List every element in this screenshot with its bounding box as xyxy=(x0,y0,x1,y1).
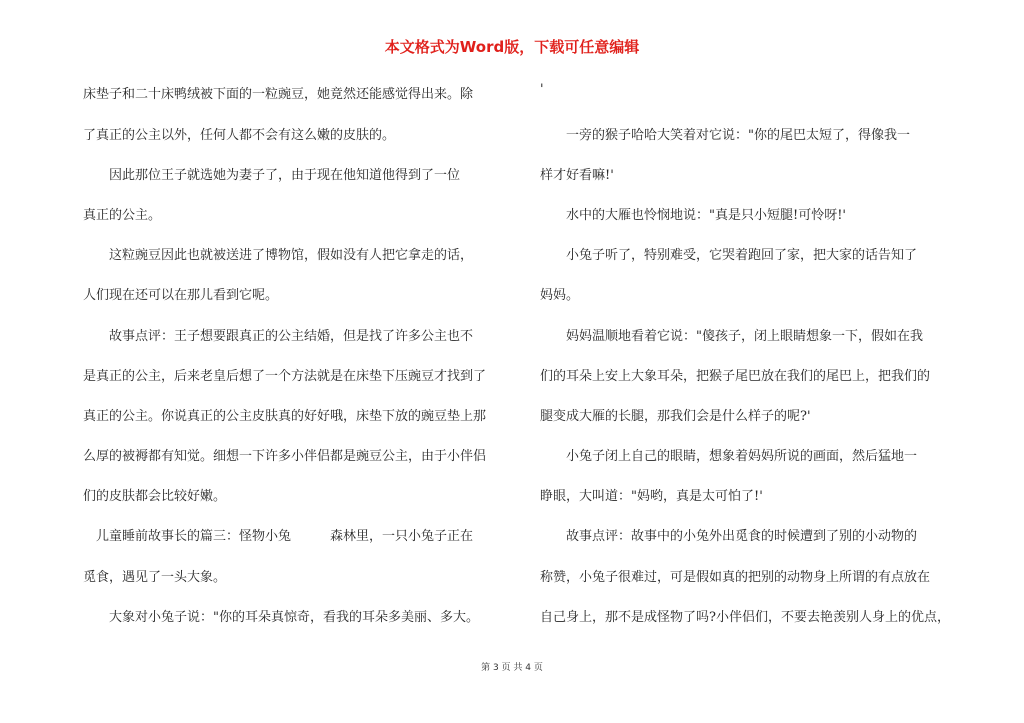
text-line: 人们现在还可以在那儿看到它呢。 xyxy=(83,288,279,303)
page-number: 第 3 页 共 4 页 xyxy=(481,663,543,673)
text-line: 儿童睡前故事长的篇三：怪物小兔 森林里，一只小兔子正在 xyxy=(83,529,474,544)
text-line: 小兔子闭上自己的眼睛，想象着妈妈所说的画面，然后猛地一 xyxy=(540,449,918,464)
text-line: 大象对小兔子说："你的耳朵真惊奇，看我的耳朵多美丽、多大。 xyxy=(83,610,479,625)
text-line: 真正的公主。你说真正的公主皮肤真的好好哦，床垫下放的豌豆垫上那 xyxy=(83,409,487,424)
text-line: 觅食，遇见了一头大象。 xyxy=(83,570,227,585)
text-line: 因此那位王子就选她为妻子了，由于现在他知道他得到了一位 xyxy=(83,168,461,183)
text-line: 自己身上，那不是成怪物了吗?小伴侣们，不要去艳羡别人身上的优点， xyxy=(540,610,950,625)
text-line: 这粒豌豆因此也就被送进了博物馆，假如没有人把它拿走的话， xyxy=(83,248,474,263)
text-line: 睁眼，大叫道："妈哟，真是太可怕了!' xyxy=(540,489,763,504)
text-line: 腿变成大雁的长腿，那我们会是什么样子的呢?' xyxy=(540,409,811,424)
text-line: 水中的大雁也怜悯地说："真是只小短腿!可怜呀!' xyxy=(540,208,847,223)
text-line: 床垫子和二十床鸭绒被下面的一粒豌豆，她竟然还能感觉得出来。除 xyxy=(83,87,474,102)
text-line: 真正的公主。 xyxy=(83,208,162,223)
text-line: 故事点评：王子想要跟真正的公主结婚，但是找了许多公主也不 xyxy=(83,329,474,344)
text-line: 故事点评：故事中的小兔外出觅食的时候遭到了别的小动物的 xyxy=(540,529,918,544)
text-line: 小兔子听了，特别难受，它哭着跑回了家，把大家的话告知了 xyxy=(540,248,918,263)
text-line: 了真正的公主以外，任何人都不会有这么嫩的皮肤的。 xyxy=(83,128,396,143)
text-line: 一旁的猴子哈哈大笑着对它说："你的尾巴太短了，得像我一 xyxy=(540,128,910,143)
text-line: 妈妈温顺地看着它说："傻孩子，闭上眼睛想象一下，假如在我 xyxy=(540,329,923,344)
document-banner: 本文格式为Word版，下载可任意编辑 xyxy=(384,38,640,56)
text-line: 妈妈。 xyxy=(540,288,580,303)
text-line: 样才好看嘛!' xyxy=(540,168,614,183)
text-line: ' xyxy=(540,82,544,97)
text-line: 么厚的被褥都有知觉。细想一下许多小伴侣都是豌豆公主，由于小伴侣 xyxy=(83,449,487,464)
text-line: 们的皮肤都会比较好嫩。 xyxy=(83,489,227,504)
text-line: 们的耳朵上安上大象耳朵，把猴子尾巴放在我们的尾巴上，把我们的 xyxy=(540,369,931,384)
text-line: 是真正的公主，后来老皇后想了一个方法就是在床垫下压豌豆才找到了 xyxy=(83,369,487,384)
text-line: 称赞，小兔子很难过，可是假如真的把别的动物身上所谓的有点放在 xyxy=(540,570,931,585)
